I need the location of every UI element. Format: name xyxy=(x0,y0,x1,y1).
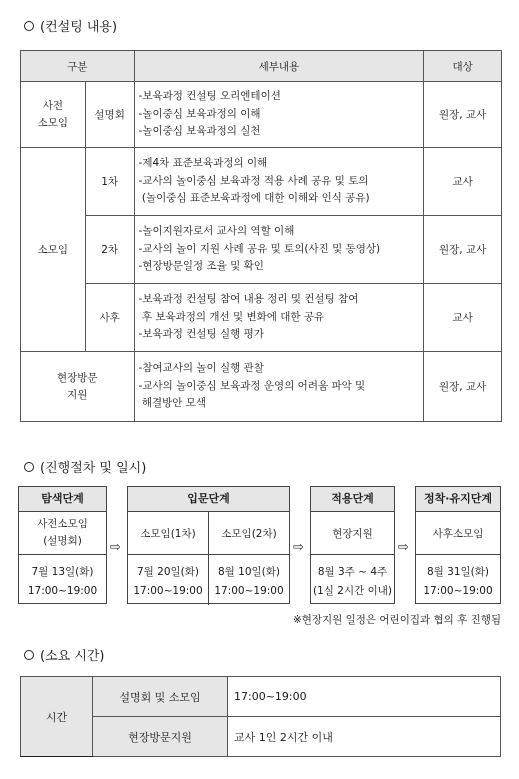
target-cell: 원장, 교사 xyxy=(424,216,502,284)
table-row xyxy=(21,284,502,352)
stage-time: 17:00~19:00 xyxy=(27,585,98,597)
section3-heading-text: (소요 시간) xyxy=(40,649,105,664)
stage-title: 정착·유지단계 xyxy=(416,487,500,512)
stage-name: 소모임(2차) xyxy=(209,512,289,555)
table-row xyxy=(21,148,502,216)
detail-item: 해결방안 모색 xyxy=(138,397,207,410)
circle-bullet-icon xyxy=(24,462,34,472)
section1-heading xyxy=(24,16,117,35)
stage-apply xyxy=(310,486,395,604)
detail-item: -현장방문일정 조율 및 확인 xyxy=(138,260,264,273)
stage-title: 탐색단계 xyxy=(19,487,106,512)
detail-item: -놀이중심 보육과정의 이해 xyxy=(138,107,261,120)
stage-date: 8월 3주 ~ 4주 xyxy=(317,566,388,578)
duration-label: 시간 xyxy=(21,677,93,757)
stage-time: 17:00~19:00 xyxy=(133,585,203,597)
stage-intro xyxy=(127,486,290,604)
duration-row-value: 17:00~19:00 xyxy=(228,677,501,717)
header-details: 세부내용 xyxy=(134,51,424,82)
detail-item: -교사의 놀이 지원 사례 공유 및 토의(사진 및 동영상) xyxy=(138,242,381,255)
section3-heading xyxy=(24,645,105,664)
duration-row-value: 교사 1인 2시간 이내 xyxy=(228,717,501,757)
detail-item: -참여교사의 놀이 실행 관찰 xyxy=(138,362,264,375)
stage-name: 소모임(1차) xyxy=(128,512,208,555)
stage-time: 17:00~19:00 xyxy=(423,585,493,597)
table-row xyxy=(21,352,502,422)
target-cell: 교사 xyxy=(424,284,502,352)
duration-row-name: 현장방문지원 xyxy=(93,717,228,757)
section2-heading-text: (진행절차 및 일시) xyxy=(40,461,147,476)
detail-item: -놀이중심 보육과정의 실천 xyxy=(138,125,261,138)
target-cell: 원장, 교사 xyxy=(424,82,502,148)
stage-date: 7월 20일(화) xyxy=(136,566,199,578)
detail-item: -놀이지원자로서 교사의 역할 이해 xyxy=(138,225,295,238)
table-row xyxy=(21,82,502,148)
sub-2nd: 2차 xyxy=(85,216,134,284)
detail-item: -보육과정 컨설팅 실행 평가 xyxy=(138,328,264,341)
arrow-icon: ⇨ xyxy=(110,540,121,555)
stage-title: 적용단계 xyxy=(311,487,394,512)
stage-title: 입문단계 xyxy=(128,487,289,512)
target-cell: 원장, 교사 xyxy=(424,352,502,422)
section2-heading xyxy=(24,457,146,476)
group-pre-meeting: 사전 소모임 xyxy=(21,82,86,148)
stage-name: 사후소모임 xyxy=(416,512,500,555)
detail-item: -교사의 놀이중심 보육과정 적용 사례 공유 및 토의 xyxy=(138,174,369,187)
schedule-note: ※현장지원 일정은 어린이집과 협의 후 진행됨 xyxy=(292,614,501,626)
details-cell xyxy=(134,216,424,284)
header-category: 구분 xyxy=(21,51,135,82)
stage-time: 17:00~19:00 xyxy=(214,585,284,597)
table-row xyxy=(21,216,502,284)
detail-item: (놀이중심 표준보육과정에 대한 이해와 인식 공유) xyxy=(138,192,370,205)
detail-item: -보육과정 컨설팅 오리엔테이션 xyxy=(138,90,281,103)
consulting-content-table xyxy=(20,50,502,422)
group-small-meeting: 소모임 xyxy=(21,148,86,352)
sub-1st: 1차 xyxy=(85,148,134,216)
target-cell: 교사 xyxy=(424,148,502,216)
details-cell xyxy=(134,148,424,216)
sub-after: 사후 xyxy=(85,284,134,352)
group-site-visit: 현장방문 지원 xyxy=(21,352,135,422)
stage-time: (1실 2시간 이내) xyxy=(313,585,392,597)
detail-item: -보육과정 컨설팅 참여 내용 정리 및 컨설팅 참여 xyxy=(138,293,359,306)
header-target: 대상 xyxy=(424,51,502,82)
details-cell xyxy=(134,82,424,148)
duration-row-name: 설명회 및 소모임 xyxy=(93,677,228,717)
stage-explore xyxy=(18,486,107,604)
details-cell xyxy=(134,284,424,352)
detail-item: -제4차 표준보육과정의 이해 xyxy=(138,157,268,170)
stage-date: 7월 13일(화) xyxy=(31,566,94,578)
arrow-icon: ⇨ xyxy=(293,540,304,555)
arrow-icon: ⇨ xyxy=(398,540,409,555)
duration-table xyxy=(20,676,501,757)
stage-settle xyxy=(415,486,501,604)
details-cell xyxy=(134,352,424,422)
circle-bullet-icon xyxy=(24,650,34,660)
stage-name: 사전소모임 (설명회) xyxy=(19,512,106,555)
detail-item: -교사의 놀이중심 보육과정 운영의 어려움 파악 및 xyxy=(138,379,366,392)
circle-bullet-icon xyxy=(24,21,34,31)
stage-date: 8월 31일(화) xyxy=(426,566,489,578)
stage-date: 8월 10일(화) xyxy=(217,566,280,578)
detail-item: 후 보육과정의 개선 및 변화에 대한 공유 xyxy=(138,310,325,323)
sub-briefing: 설명회 xyxy=(85,82,134,148)
stage-name: 현장지원 xyxy=(311,512,394,555)
section1-heading-text: (컨설팅 내용) xyxy=(40,20,118,35)
